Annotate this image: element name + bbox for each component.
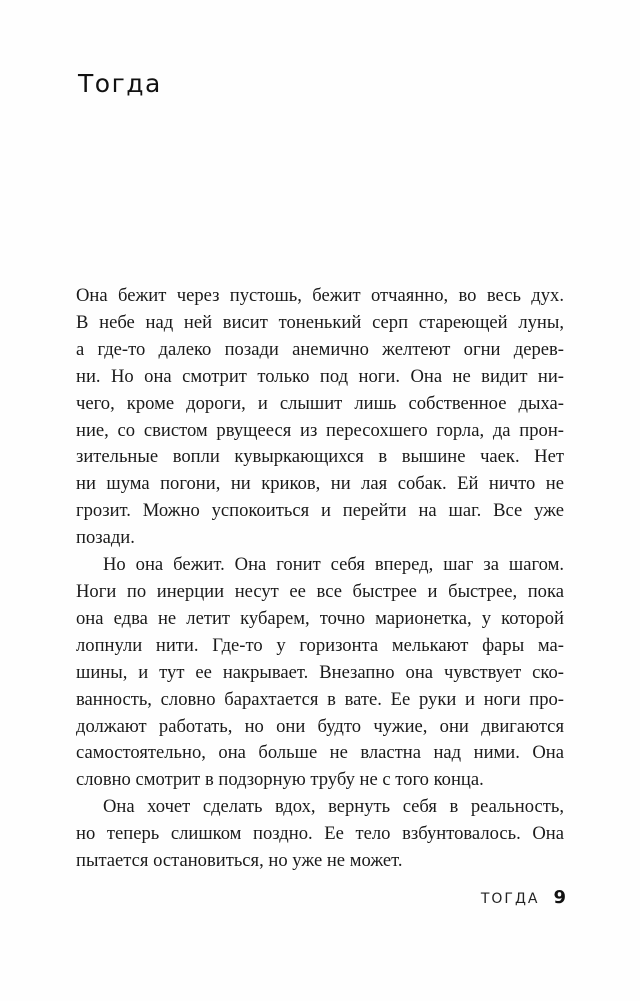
page-number: 9 [553, 887, 566, 908]
text-line: Она хочет сделать вдох, вернуть себя в реальность, [103, 796, 564, 818]
running-head: ТОГДА [480, 891, 540, 907]
text-line: а где-то далеко позади анемично желтеют огни дерев- [76, 338, 564, 360]
text-line: чего, кроме дороги, и слышит лишь собственное дыха- [76, 392, 564, 414]
paragraph-2 [76, 552, 564, 794]
text-line: позади. [76, 527, 135, 549]
page-footer [481, 887, 566, 911]
text-line: ни. Но она смотрит только под ноги. Она не видит ни- [76, 365, 564, 387]
text-line: она едва не летит кубарем, точно марионетка, у которой [76, 607, 564, 629]
text-line: ние, со свистом рвущееся из пересохшего горла, да прон- [76, 419, 564, 441]
text-line: Но она бежит. Она гонит себя вперед, шаг за шагом. [103, 554, 564, 576]
text-line: пытается остановиться, но уже не может. [76, 850, 403, 872]
paragraph-3 [76, 794, 564, 875]
text-line: должают работать, но они будто чужие, они двигаются [76, 715, 564, 737]
text-line: самостоятельно, она больше не властна над ними. Она [76, 742, 564, 764]
text-line: ни шума погони, ни криков, ни лая собак. Ей ничто не [76, 473, 564, 495]
chapter-title: Тогда [78, 69, 162, 98]
paragraph-1 [76, 283, 564, 552]
text-line: лопнули нити. Где-то у горизонта мелькают фары ма- [76, 634, 564, 656]
text-line: грозит. Можно успокоиться и перейти на шаг. Все уже [76, 500, 564, 522]
text-line: но теперь слишком поздно. Ее тело взбунтовалось. Она [76, 823, 564, 845]
text-line: ванность, словно барахтается в вате. Ее руки и ноги про- [76, 688, 564, 710]
body-text [76, 283, 564, 875]
text-line: Она бежит через пустошь, бежит отчаянно, во весь дух. [76, 285, 564, 306]
text-line: В небе над ней висит тоненький серп стареющей луны, [76, 311, 564, 333]
text-line: словно смотрит в подзорную трубу не с того конца. [76, 769, 484, 791]
text-line: шины, и тут ее накрывает. Внезапно она чувствует ско- [76, 661, 564, 683]
text-line: зительные вопли кувыркающихся в вышине чаек. Нет [76, 446, 564, 468]
text-line: Ноги по инерции несут ее все быстрее и быстрее, пока [76, 580, 564, 602]
